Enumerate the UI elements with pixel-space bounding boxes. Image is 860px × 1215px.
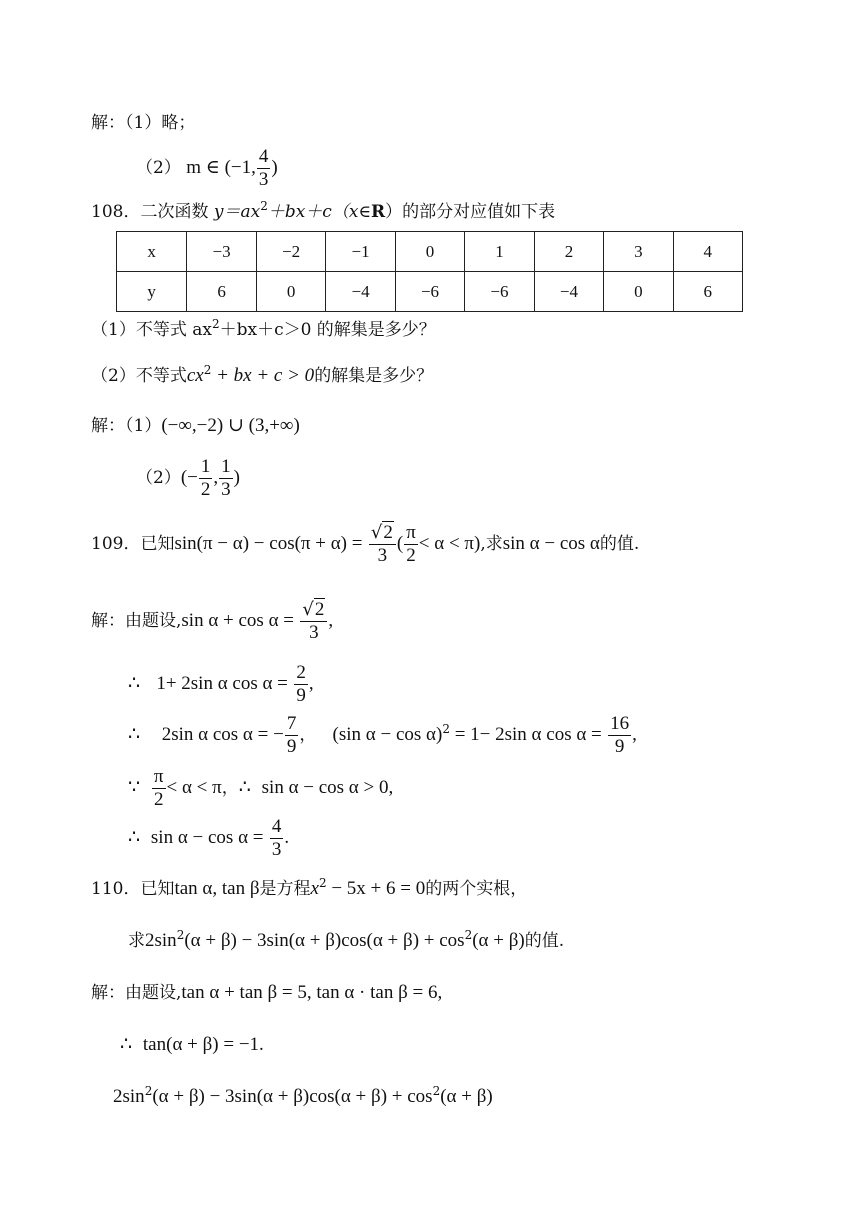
table-cell: −1	[326, 232, 395, 272]
exponent: 2	[432, 1084, 441, 1098]
numerator: 16	[610, 713, 630, 734]
table-row	[117, 232, 743, 272]
denominator: 3	[258, 169, 269, 190]
denominator: 3	[377, 545, 388, 566]
table-cell: −4	[534, 272, 603, 312]
fraction	[608, 713, 631, 758]
question-text: 求	[128, 931, 145, 951]
therefore-symbol: ∴	[120, 1034, 133, 1055]
math-expression: (−	[180, 467, 198, 488]
therefore-symbol: ∴	[128, 673, 141, 694]
question-text: 是方程	[259, 879, 311, 899]
math-expression: m ∈ (−1,	[186, 157, 256, 178]
table-cell: 3	[604, 232, 673, 272]
math-expression: sin α − cos α =	[150, 827, 264, 848]
q110-stem-2	[128, 929, 564, 953]
question-text: 的解集是多少？	[314, 366, 434, 386]
math-expression: = 1− 2sin α cos α =	[449, 724, 602, 745]
math-expression: sin(π − α) − cos(π + α) =	[174, 533, 363, 554]
table-header-y: y	[117, 272, 187, 312]
math-expression: < α < π	[166, 777, 222, 798]
table-cell: 6	[673, 272, 742, 312]
q109-sol-3	[128, 712, 637, 758]
numerator: π	[406, 522, 416, 543]
fraction	[257, 146, 271, 191]
math-expression: (sin α − cos α)	[332, 724, 443, 745]
therefore-symbol: ∴	[238, 777, 251, 798]
exponent: 2	[318, 876, 327, 890]
math-expression: 1+ 2sin α cos α =	[156, 673, 288, 694]
numerator: 7	[286, 713, 297, 734]
value-table	[116, 231, 743, 312]
radicand: 2	[383, 522, 393, 543]
therefore-symbol: ∴	[128, 827, 141, 848]
fraction	[404, 522, 418, 567]
exponent: 2	[464, 928, 473, 942]
sqrt	[371, 522, 394, 544]
question-text: 的值.	[599, 534, 640, 554]
separator: ，	[299, 725, 317, 745]
numerator: 1	[221, 456, 231, 477]
answer-label: 解：由题设,	[91, 983, 182, 1003]
question-text: （1）不等式 ax	[91, 320, 212, 340]
q107-answer-2	[136, 145, 278, 191]
denominator: 2	[200, 479, 211, 500]
q109-sol-1	[91, 597, 333, 645]
math-expression: (α + β)	[440, 1086, 493, 1107]
math-expression: ,	[213, 467, 219, 488]
table-cell: −6	[395, 272, 464, 312]
math-expression: < α < π)	[418, 533, 481, 554]
numerator: 4	[258, 146, 269, 167]
q108-part2	[91, 364, 433, 388]
q109-stem	[91, 520, 639, 568]
exponent: 2	[211, 317, 220, 331]
exponent: 2	[442, 722, 450, 736]
answer-label: （2）	[136, 468, 181, 488]
table-cell: 6	[187, 272, 256, 312]
q109-sol-5	[128, 815, 289, 861]
math-expression: .	[259, 1034, 264, 1055]
answer-label: 解：（1）	[91, 113, 162, 133]
fraction	[219, 456, 233, 501]
answer-text: 略；	[161, 113, 196, 133]
therefore-symbol: ∴	[128, 724, 141, 745]
table-cell: 0	[256, 272, 325, 312]
math-expression: sin α + cos α =	[181, 610, 294, 631]
q110-sol-1	[91, 981, 442, 1005]
separator: ，	[221, 778, 239, 798]
question-text: 的两个实根，	[425, 879, 528, 899]
question-text: （2）不等式	[91, 366, 187, 386]
math-expression: (	[396, 533, 404, 554]
question-number: 108．二次函数	[91, 202, 214, 222]
q110-sol-3	[113, 1085, 493, 1109]
math-expression: (α + β) − 3sin(α + β)cos(α + β) + cos	[184, 930, 465, 951]
exponent: 2	[144, 1084, 153, 1098]
denominator: 9	[286, 736, 297, 757]
question-text: ＋bx＋c＞0 的解集是多少？	[219, 320, 436, 340]
q108-stem	[91, 200, 555, 224]
math-expression: ,	[328, 610, 334, 631]
table-cell: 1	[465, 232, 534, 272]
q109-sol-2	[128, 661, 314, 707]
table-cell: 4	[673, 232, 742, 272]
fraction	[199, 456, 213, 501]
radical-sign: √	[370, 522, 383, 543]
math-expression: 2sin	[145, 930, 177, 951]
math-expression: 2sin	[113, 1086, 145, 1107]
fraction	[270, 816, 284, 861]
sqrt	[302, 599, 325, 621]
math-expression: y＝ax	[213, 202, 261, 222]
math-expression: .	[284, 827, 290, 848]
math-expression: 2sin α cos α = −	[161, 724, 284, 745]
numerator: π	[153, 766, 164, 787]
math-expression: sin α − cos α > 0	[261, 777, 389, 798]
q107-answer-1	[91, 111, 195, 135]
math-expression: (α + β)	[472, 930, 525, 951]
denominator: 9	[296, 685, 306, 706]
math-expression: ,	[632, 724, 637, 745]
math-expression: − 5x + 6 = 0	[326, 878, 426, 899]
math-expression: ＋bx＋c（x∈	[267, 202, 371, 222]
numerator	[369, 522, 396, 545]
table-cell: −6	[465, 272, 534, 312]
numerator: 1	[200, 456, 211, 477]
denominator: 2	[406, 545, 416, 566]
numerator: 2	[296, 662, 306, 683]
table-header-x: x	[117, 232, 187, 272]
q108-answer-2	[136, 455, 240, 501]
reals-symbol: R	[371, 202, 386, 222]
answer-label: 解：由题设,	[91, 611, 182, 631]
fraction	[285, 713, 299, 758]
table-cell: −4	[326, 272, 395, 312]
math-expression: cx	[186, 365, 204, 386]
exponent: 2	[176, 928, 185, 942]
table-row	[117, 272, 743, 312]
math-expression: sin α − cos α	[502, 533, 600, 554]
q109-sol-4	[128, 765, 393, 811]
math-expression: ,	[308, 673, 314, 694]
table-cell: −3	[187, 232, 256, 272]
because-symbol: ∵	[128, 777, 141, 798]
math-expression: tan α + tan β = 5, tan α · tan β = 6	[181, 982, 438, 1003]
question-text: 的值.	[524, 931, 565, 951]
math-expression: ,	[437, 982, 443, 1003]
math-expression: (α + β) − 3sin(α + β)cos(α + β) + cos	[152, 1086, 433, 1107]
table-cell: 0	[604, 272, 673, 312]
q108-answer-1	[91, 414, 300, 438]
exponent: 2	[260, 199, 268, 213]
math-expression: )	[233, 467, 240, 488]
numerator: 4	[271, 816, 282, 837]
question-text: ,求	[480, 534, 503, 554]
math-expression: tan α, tan β	[174, 878, 260, 899]
denominator: 3	[309, 622, 319, 643]
radical-sign: √	[302, 599, 314, 620]
denominator: 9	[614, 736, 625, 757]
math-expression: (−∞,−2) ∪ (3,+∞)	[161, 415, 300, 436]
math-expression: tan(α + β) = −1	[142, 1034, 260, 1055]
q110-stem	[91, 877, 527, 901]
math-expression: + bx + c > 0	[211, 365, 315, 386]
numerator	[300, 599, 327, 622]
denominator: 3	[221, 479, 231, 500]
fraction	[300, 599, 327, 644]
denominator: 2	[153, 789, 164, 810]
math-expression: x	[310, 878, 319, 899]
table-cell: −2	[256, 232, 325, 272]
question-number: 109．已知	[91, 534, 175, 554]
denominator: 3	[271, 839, 282, 860]
table-cell: 0	[395, 232, 464, 272]
radicand: 2	[314, 599, 325, 620]
q110-sol-2	[120, 1033, 264, 1057]
question-number: 110．已知	[91, 879, 175, 899]
q108-part1	[91, 318, 436, 342]
fraction	[369, 522, 396, 567]
question-text: ）的部分对应值如下表	[385, 202, 556, 222]
answer-label: 解：（1）	[91, 416, 162, 436]
answer-label: （2）	[136, 158, 181, 178]
fraction	[152, 766, 166, 811]
math-expression: ,	[388, 777, 394, 798]
fraction	[294, 662, 308, 707]
exponent: 2	[203, 363, 212, 377]
math-expression: )	[271, 157, 278, 178]
table-cell: 2	[534, 232, 603, 272]
